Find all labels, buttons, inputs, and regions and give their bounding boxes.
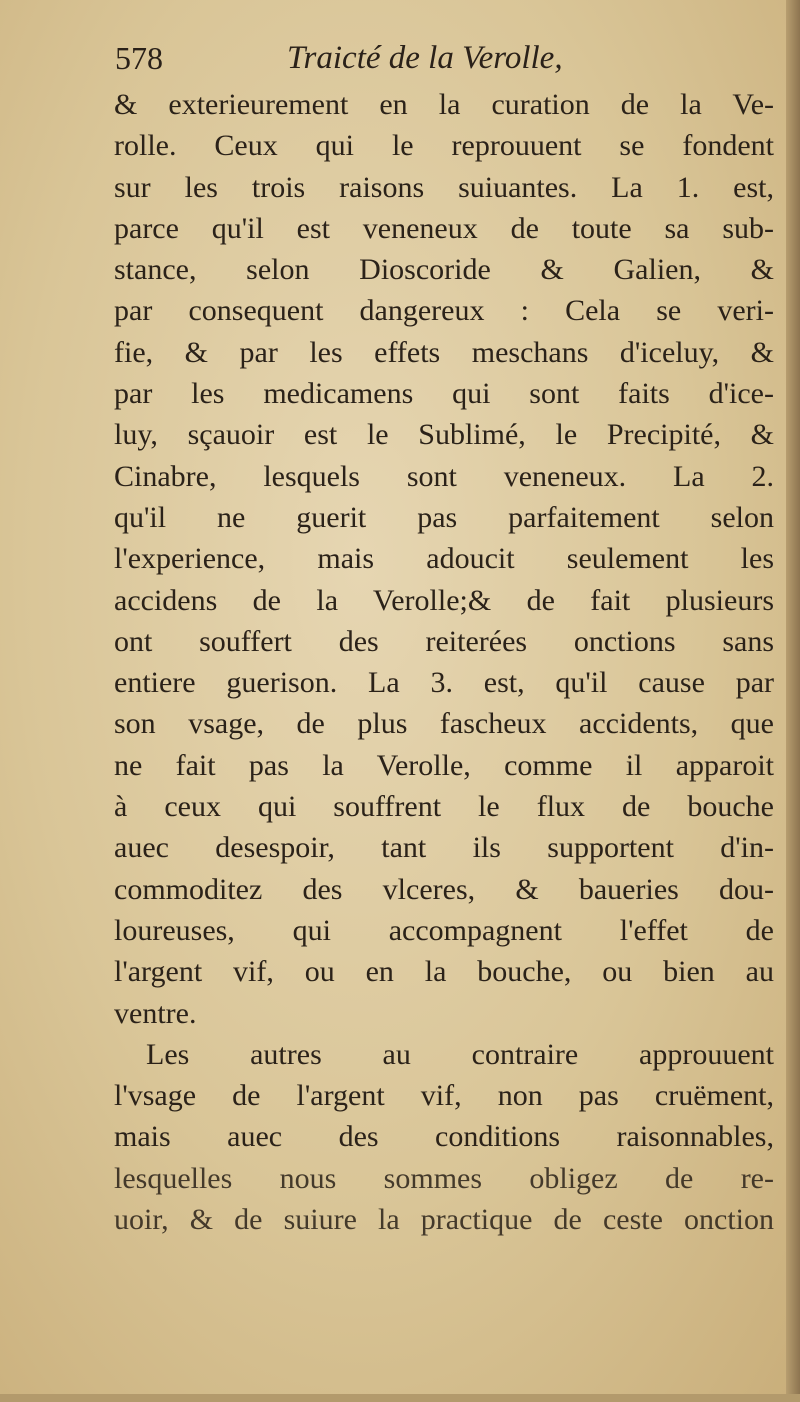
- page-bottom-edge: [0, 1394, 800, 1402]
- text-line: l'vsage de l'argent vif, non pas cruëment,: [114, 1079, 774, 1113]
- text-line: ventre.: [114, 996, 197, 1030]
- text-line: Les autres au contraire approuuent: [146, 1037, 774, 1071]
- text-line: l'experience, mais adoucit seulement les: [114, 542, 774, 576]
- text-line: lesquelles nous sommes obligez de re-: [114, 1161, 774, 1195]
- text-line: accidens de la Verolle;& de fait plusieurs: [114, 583, 774, 617]
- text-line: l'argent vif, ou en la bouche, ou bien au: [114, 955, 774, 989]
- text-line: entiere guerison. La 3. est, qu'il cause par: [114, 666, 774, 700]
- paragraph: [114, 1034, 774, 1240]
- text-line: par consequent dangereux : Cela se veri-: [114, 294, 774, 328]
- running-title: Traicté de la Verolle,: [287, 40, 563, 76]
- page-header: [115, 40, 755, 90]
- body-text: [114, 84, 774, 1240]
- text-line: & exterieurement en la curation de la Ve-: [114, 88, 774, 121]
- text-line: commoditez des vlceres, & baueries dou-: [114, 872, 774, 906]
- text-line: à ceux qui souffrent le flux de bouche: [114, 790, 774, 824]
- text-line: loureuses, qui accompagnent l'effet de: [114, 913, 774, 947]
- page-edge-shadow: [786, 0, 800, 1402]
- text-line: stance, selon Dioscoride & Galien, &: [114, 253, 774, 287]
- text-line: fie, & par les effets meschans d'iceluy, &: [114, 335, 774, 369]
- text-line: auec desespoir, tant ils supportent d'in-: [114, 831, 774, 865]
- text-line: uoir, & de suiure la practique de ceste onction: [114, 1203, 774, 1237]
- text-line: ne fait pas la Verolle, comme il apparoit: [114, 748, 774, 782]
- text-line: par les medicamens qui sont faits d'ice-: [114, 377, 774, 411]
- text-line: sur les trois raisons suiuantes. La 1. est,: [114, 170, 774, 204]
- paragraph: [114, 84, 774, 1034]
- text-line: ont souffert des reiterées onctions sans: [114, 624, 774, 658]
- text-line: parce qu'il est veneneux de toute sa sub-: [114, 211, 774, 245]
- page-number: 578: [115, 40, 163, 76]
- text-line: mais auec des conditions raisonnables,: [114, 1120, 774, 1154]
- text-line: son vsage, de plus fascheux accidents, que: [114, 707, 774, 741]
- text-line: rolle. Ceux qui le reprouuent se fondent: [114, 129, 774, 163]
- text-line: qu'il ne guerit pas parfaitement selon: [114, 500, 774, 534]
- text-line: luy, sçauoir est le Sublimé, le Precipité, &: [114, 418, 774, 452]
- text-line: Cinabre, lesquels sont veneneux. La 2.: [114, 459, 774, 493]
